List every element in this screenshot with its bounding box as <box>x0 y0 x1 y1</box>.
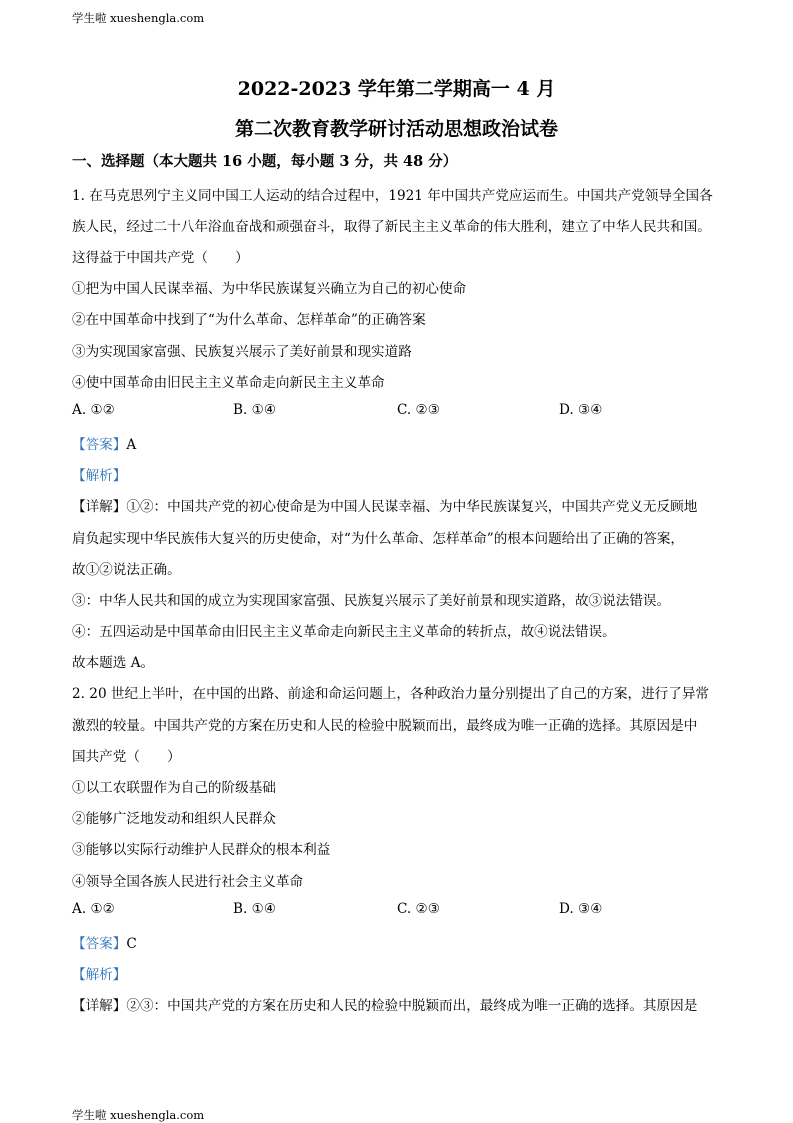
q1-detail-line: 故本题选 A。 <box>72 655 155 671</box>
q2-option-d: D. ③④ <box>559 901 603 917</box>
q1-item: ①把为中国人民谋幸福、为中华民族谋复兴确立为自己的初心使命 <box>72 281 467 297</box>
q2-stem-line: 国共产党（ ） <box>72 749 181 765</box>
q2-stem-line: 激烈的较量。中国共产党的方案在历史和人民的检验中脱颖而出，最终成为唯一正确的选择。其原因是中 <box>72 718 698 734</box>
q1-detail-line: ③：中华人民共和国的成立为实现国家富强、民族复兴展示了美好前景和现实道路，故③说法错误。 <box>72 593 671 609</box>
q2-option-a: A. ①② <box>72 901 115 917</box>
q1-answer-value: A <box>126 437 137 453</box>
q1-item: ②在中国革命中找到了“为什么革命、怎样革命”的正确答案 <box>72 312 426 328</box>
q2-item: ③能够以实际行动维护人民群众的根本利益 <box>72 842 331 858</box>
q1-stem-line: 族人民，经过二十八年浴血奋战和顽强奋斗，取得了新民主主义革命的伟大胜利，建立了中华人民共和国。 <box>72 219 711 235</box>
q1-stem-line: 1. 在马克思列宁主义同中国工人运动的结合过程中，1921 年中国共产党应运而生。中国共产党领导全国各 <box>72 188 713 204</box>
q1-item: ③为实现国家富强、民族复兴展示了美好前景和现实道路 <box>72 344 412 360</box>
q2-stem-line: 2. 20 世纪上半叶，在中国的出路、前途和命运问题上，各种政治力量分别提出了自己的方案，进行了异常 <box>72 686 710 702</box>
q2-item: ②能够广泛地发动和组织人民群众 <box>72 811 276 827</box>
q2-item: ④领导全国各族人民进行社会主义革命 <box>72 874 304 890</box>
header-site-label: 学生啦 xueshengla.com <box>72 11 205 25</box>
q2-answer-label: 【答案】 <box>72 936 127 952</box>
footer-site-label: 学生啦 xueshengla.com <box>72 1108 205 1122</box>
q1-answer-label: 【答案】 <box>72 437 127 453</box>
q2-answer <box>72 932 137 952</box>
q1-detail-line: 故①②说法正确。 <box>72 562 181 578</box>
q1-analysis-label <box>72 464 126 484</box>
q1-stem-line: 这得益于中国共产党（ ） <box>72 250 249 266</box>
q2-option-b: B. ①④ <box>233 901 277 917</box>
exam-title-line2: 第二次教育教学研讨活动思想政治试卷 <box>234 118 558 140</box>
section-heading: 一、选择题（本大题共 16 小题，每小题 3 分，共 48 分） <box>72 153 458 170</box>
q1-detail-text: ①②：中国共产党的初心使命是为中国人民谋幸福、为中华民族谋复兴，中国共产党义无反顾地 <box>126 499 698 515</box>
q2-detail-label: 【详解】 <box>72 998 127 1014</box>
q1-item: ④使中国革命由旧民主主义革命走向新民主主义革命 <box>72 375 385 391</box>
q1-detail-label: 【详解】 <box>72 499 127 515</box>
q1-option-d: D. ③④ <box>559 402 603 418</box>
q1-option-a: A. ①② <box>72 402 115 418</box>
q2-item: ①以工农联盟作为自己的阶级基础 <box>72 780 276 796</box>
q1-analysis-tag: 【解析】 <box>72 468 127 484</box>
q2-analysis-label <box>72 963 126 983</box>
q1-option-c: C. ②③ <box>397 402 440 418</box>
q2-answer-value: C <box>126 936 137 952</box>
q1-detail-line: ④：五四运动是中国革命由旧民主主义革命走向新民主主义革命的转折点，故④说法错误。 <box>72 624 616 640</box>
q2-detail-text: ②③：中国共产党的方案在历史和人民的检验中脱颖而出，最终成为唯一正确的选择。其原因是 <box>126 998 698 1014</box>
q2-option-c: C. ②③ <box>397 901 440 917</box>
q2-analysis-tag: 【解析】 <box>72 967 127 983</box>
q1-option-b: B. ①④ <box>233 402 277 418</box>
q1-detail-line: 肩负起实现中华民族伟大复兴的历史使命，对“为什么革命、怎样革命”的根本问题给出了正确的答案， <box>72 531 685 547</box>
q2-detail-line <box>72 994 697 1014</box>
q1-answer <box>72 433 136 453</box>
q1-detail-line <box>72 495 697 515</box>
exam-title-line1: 2022-2023 学年第二学期高一 4 月 <box>237 78 556 100</box>
